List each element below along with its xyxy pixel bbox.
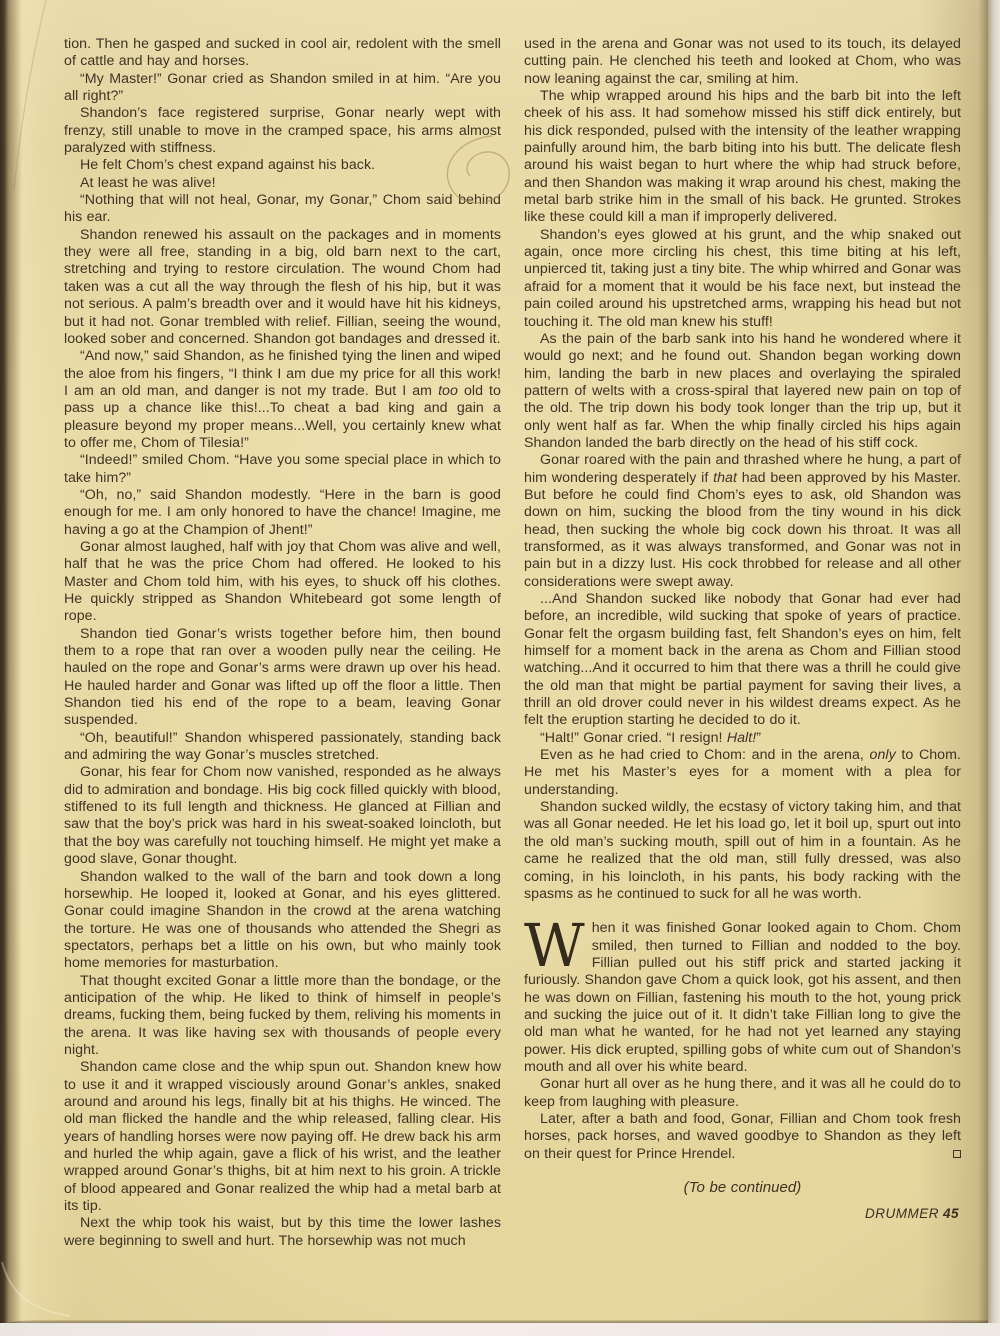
paragraph: Shandon tied Gonar’s wrists together before him, then bound them to a rope that ran over a wooden pully near the ceiling. He hauled on the rope and Gonar’s arms were drawn up over his head. He hauled harder and Gonar was lifted up off the floor a little. Then Shandon tied his end of the rope to a beam, leaving Gonar suspended. bbox=[64, 625, 501, 729]
paragraph: ...And Shandon sucked like nobody that Gonar had ever had before, an incredible, wild sucking that spoke of years of practice. Gonar felt the orgasm building fast, felt Shandon’s eyes on him, felt himself for a moment back in the arena as Chom and Fillian stood watching...And it occurred to him that there was a thrill he could give the old man that might be partial payment for saving their lives, a thrill an old drover could never in his wildest dreams expect. As he felt the eruption starting he decided to do it. bbox=[524, 591, 961, 729]
paragraph: Gonar hurt all over as he hung there, and it was all he could do to keep from laughing with pleasure. bbox=[524, 1076, 961, 1110]
paragraph: Shandon’s face registered surprise, Gonar nearly wept with frenzy, still unable to move in the cramped space, his arms almost paralyzed with stiffness. bbox=[64, 105, 501, 157]
paragraph: At least he was alive! bbox=[80, 174, 216, 191]
paragraph: That thought excited Gonar a little more than the bondage, or the anticipation of the whip. He liked to think of himself in people’s dreams, fucking them, being fucked by them, reliving his moments in the arena. It was like having sex with thousands of people every night. bbox=[64, 972, 501, 1058]
paragraph: Later, after a bath and food, Gonar, Fillian and Chom took fresh horses, pack horses, and waved goodbye to Shandon as they left on their quest for Prince Hrendel. bbox=[524, 1110, 961, 1162]
paragraph: Shandon walked to the wall of the barn and took down a long horsewhip. He looped it, looked at Gonar, and his eyes glittered. Gonar could imagine Shandon in the crowd at the arena watching the torture. He was one of thousands who attended the Shegri as spectators, perhaps bet a little on his own, but who mainly took home memories for masturbation. bbox=[64, 868, 501, 972]
paragraph: Shandon came close and the whip spun out. Shandon knew how to use it and it wrapped visciously around Gonar’s ankles, snaked around and around his legs, finally bit at his thighs. He winced. The old man flicked the handle and the whip released, falling clear. His years of handling horses were now paying off. He drew back his arm and hurled the whip again, gave a flick of his wrist, and the leather wrapped around Gonar’s thighs, bit at him next to his groin. A trickle of blood appeared and Gonar realized the whip had a metal barb at its tip. bbox=[64, 1059, 501, 1215]
scan-background-strip bbox=[0, 1323, 1000, 1336]
paragraph: Gonar roared with the pain and thrashed where he hung, a part of him wondering desperately if that had been approved by his Master. But before he could find Chom’s eyes to ask, old Shandon was down on him, sucking the blood from the tiny wound in his dick head, then sucking the whole big cock down his throat. It was all transformed, as it was always transformed, and Gonar was not in pain but in a dizzy lust. His cock throbbed for release and all other considerations were swept away. bbox=[524, 452, 961, 590]
paragraph: “My Master!” Gonar cried as Shandon smiled in at him. “Are you all right?” bbox=[64, 70, 501, 105]
text-column-right bbox=[524, 36, 961, 1250]
paragraph: “Nothing that will not heal, Gonar, my Gonar,” Chom said behind his ear. bbox=[64, 192, 501, 226]
paragraph: Even as he had cried to Chom: and in the arena, only to Chom. He met his Master’s eyes for a moment with a plea for understanding. bbox=[524, 747, 961, 798]
paragraph: Shandon’s eyes glowed at his grunt, and the whip snaked out again, once more circling his chest, this time biting at his left, unpierced tit, taking just a tiny bite. The whip whirred and Gonar was afraid for a moment that it would be his face next, but instead the pain coiled around his upstretched arms, wrapping his head but not touching it. The old man knew his stuff! bbox=[524, 226, 961, 330]
text-column-left bbox=[64, 36, 501, 1250]
magazine-name: DRUMMER bbox=[864, 1206, 939, 1222]
to-be-continued-note: (To be continued) bbox=[683, 1179, 802, 1196]
story-text-area bbox=[64, 36, 962, 1250]
end-of-story-mark bbox=[953, 1150, 961, 1158]
drop-cap-letter: W bbox=[524, 911, 585, 981]
page-right-edge bbox=[988, 0, 1000, 1323]
paragraph: “Oh, no,” said Shandon modestly. “Here in the barn is good enough for me. I am only honored to have the chance! Imagine, me having a go at the Champion of Jhent!” bbox=[64, 486, 501, 538]
page-footer bbox=[524, 1205, 961, 1222]
paragraph: Shandon sucked wildly, the ecstasy of victory taking him, and that was all Gonar needed. He let his load go, let it boil up, spurt out into the old man’s sucking mouth, spill out of him in a fountain. As he came he realized that the old man, still fully dressed, was also coming, in his loincloth, in his pants, his body racking with the spasms as he continued to suck for all he was worth. bbox=[524, 799, 961, 902]
paragraph: “Indeed!” smiled Chom. “Have you some special place in which to take him?” bbox=[64, 452, 501, 486]
paragraph: “Oh, beautiful!” Shandon whispered passionately, standing back and admiring the way Gonar’s muscles stretched. bbox=[64, 729, 501, 764]
paragraph: “And now,” said Shandon, as he finished tying the linen and wiped the aloe from his fingers, “I think I am due my price for all this work! I am an old man, and danger is not my trade. But I am too old to pass up a chance like this!...To cheat a bad king and gain a pleasure beyond my proper means...Well, you certainly knew what to offer me, Chom of Tilesia!” bbox=[64, 348, 501, 451]
paragraph: When it was finished Gonar looked again to Chom. Chom smiled, then turned to Fillian and nodded to the boy. Fillian pulled out his stiff prick and started jacking it furiously. Shandon gave Chom a quick look, got his assent, and then he was down on Fillian, fastening his mouth to the hot, young prick and sucking the juice out of it. It didn’t take Fillian long to give the old man what he wanted, for he had not yet learned any staying power. His dick erupted, spilling gobs of white cum out of Shandon’s mouth and all over his white beard. bbox=[524, 911, 962, 1075]
paragraph: Next the whip took his waist, but by this time the lower lashes were beginning to swell and hurt. The horsewhip was not much bbox=[64, 1215, 501, 1249]
paragraph: As the pain of the barb sank into his hand he wondered where it would go next; and he found out. Shandon began working down him, landing the barb in new places and overlaying the spiraled pattern of welts with a cross-spiral that layered new pain on top of the old. The trip down his body took longer than the trip up, but it only went half as far. When the whip finally circled his hips again Shandon landed the barb directly on the head of his stiff cock. bbox=[524, 330, 961, 451]
paragraph: Shandon renewed his assault on the packages and in moments they were all free, standing in a big, old barn next to the cart, stretching and trying to restore circulation. The wound Chom had taken was a cut all the way through the flesh of his hip, but it was not serious. A palm’s breadth over and it would have hit his kidneys, but it had not. Gonar trembled with relief. Fillian, seeing the wound, looked sober and concerned. Shandon got bandages and dressed it. bbox=[64, 226, 501, 347]
paragraph: Gonar, his fear for Chom now vanished, responded as he always did to admiration and bondage. His big cock filled quickly with blood, stiffened to its full length and thickness. He glanced at Fillian and saw that the boy’s prick was hard in his sweat-soaked loincloth, but that the boy was carefully not touching himself. He might yet make a good slave, Gonar thought. bbox=[64, 764, 501, 868]
paragraph: used in the arena and Gonar was not used to its touch, its delayed cutting pain. He clenched his teeth and looked at Chom, who was now leaning against the car, smiling at him. bbox=[524, 36, 961, 87]
paragraph: Gonar almost laughed, half with joy that Chom was alive and well, half that he was the price Chom had offered. He looked to his Master and Chom told him, with his eyes, to shuck off his clothes. He quickly stripped as Shandon Whitebeard got some length of rope. bbox=[64, 538, 501, 625]
paragraph: The whip wrapped around his hips and the barb bit into the left cheek of his ass. It had somehow missed his stiff dick entirely, but his dick responded, pulsed with the intensity of the leather wrapping painfully around him, the barb biting into his butt. The delicate flesh around his waist began to hurt where the whip had struck before, and then Shandon was making it wrap around his chest, making the metal barb strike him in the small of his back. He grunted. Strokes like these could kill a man if improperly delivered. bbox=[524, 88, 961, 226]
page-number: 45 bbox=[942, 1206, 959, 1222]
paragraph: tion. Then he gasped and sucked in cool air, redolent with the smell of cattle and hay and horses. bbox=[64, 36, 501, 70]
paragraph: “Halt!” Gonar cried. “I resign! Halt!” bbox=[540, 729, 762, 746]
paragraph: He felt Chom’s chest expand against his back. bbox=[80, 157, 376, 174]
